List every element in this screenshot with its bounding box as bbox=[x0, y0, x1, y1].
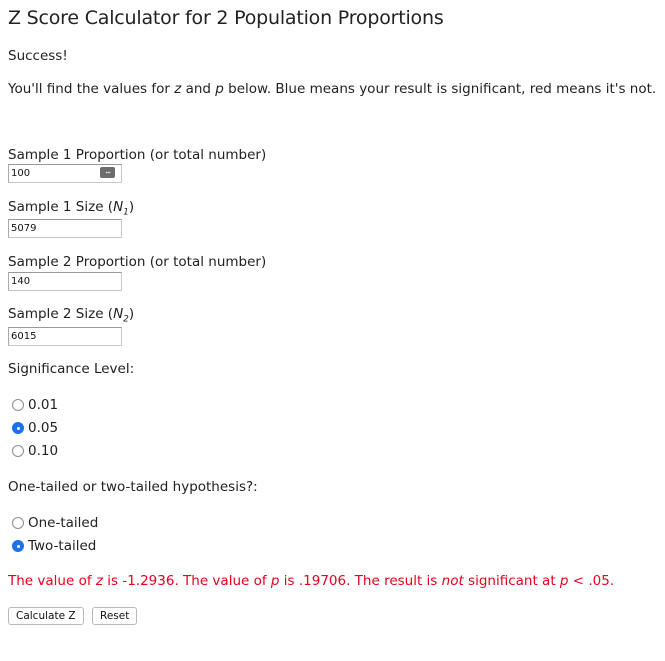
sample2-proportion-label: Sample 2 Proportion (or total number) bbox=[8, 254, 267, 270]
significance-option-010[interactable] bbox=[12, 443, 58, 459]
result-t3: is .19706. The result is bbox=[279, 573, 442, 589]
result-not: not bbox=[441, 573, 464, 589]
significance-option-005[interactable] bbox=[12, 420, 58, 436]
intro-text-a: You'll find the values for bbox=[8, 81, 175, 97]
success-message: Success! bbox=[8, 48, 68, 64]
sample1-size-label bbox=[8, 199, 134, 218]
radio-button[interactable] bbox=[12, 445, 24, 457]
radio-button-checked[interactable] bbox=[12, 540, 24, 552]
result-t4: significant at bbox=[463, 573, 560, 589]
hypothesis-option-label: Two-tailed bbox=[28, 538, 97, 554]
radio-button[interactable] bbox=[12, 517, 24, 529]
sample1-size-label-sub: 1 bbox=[123, 207, 129, 218]
page-title: Z Score Calculator for 2 Population Proportions bbox=[8, 7, 444, 29]
hypothesis-option-label: One-tailed bbox=[28, 515, 99, 531]
intro-text-c: below. Blue means your result is significant, red means it's not. bbox=[223, 81, 657, 97]
result-t1: The value of bbox=[8, 573, 96, 589]
sample1-size-label-b: ) bbox=[128, 199, 135, 215]
hypothesis-label: One-tailed or two-tailed hypothesis?: bbox=[8, 479, 258, 495]
sample2-size-label bbox=[8, 306, 134, 325]
result-z: z bbox=[95, 573, 103, 589]
intro-text-b: and bbox=[181, 81, 216, 97]
calculate-button[interactable]: Calculate Z bbox=[8, 607, 84, 625]
sample1-proportion-label: Sample 1 Proportion (or total number) bbox=[8, 147, 267, 163]
sample2-size-label-sub: 2 bbox=[123, 314, 129, 325]
result-text bbox=[8, 573, 614, 589]
result-t5: < .05. bbox=[568, 573, 615, 589]
significance-option-label: 0.10 bbox=[28, 443, 59, 459]
sample1-size-input[interactable] bbox=[8, 219, 122, 238]
sample2-size-input[interactable] bbox=[8, 327, 122, 346]
radio-button-checked[interactable] bbox=[12, 422, 24, 434]
result-p: p bbox=[270, 573, 280, 589]
hypothesis-option-two-tailed[interactable] bbox=[12, 538, 96, 554]
intro-z: z bbox=[174, 81, 182, 97]
result-p2: p bbox=[559, 573, 569, 589]
radio-button[interactable] bbox=[12, 399, 24, 411]
significance-label: Significance Level: bbox=[8, 361, 135, 377]
intro-text bbox=[8, 81, 656, 97]
sample1-size-label-a: Sample 1 Size ( bbox=[8, 199, 114, 215]
significance-option-label: 0.01 bbox=[28, 397, 59, 413]
sample1-size-label-n: N bbox=[113, 199, 124, 215]
sample2-size-label-b: ) bbox=[128, 306, 135, 322]
significance-option-001[interactable] bbox=[12, 397, 58, 413]
reset-button[interactable]: Reset bbox=[92, 607, 137, 625]
sample2-proportion-input[interactable] bbox=[8, 272, 122, 291]
sample2-size-label-a: Sample 2 Size ( bbox=[8, 306, 114, 322]
result-t2: is -1.2936. The value of bbox=[102, 573, 271, 589]
sample2-size-label-n: N bbox=[113, 306, 124, 322]
significance-option-label: 0.05 bbox=[28, 420, 59, 436]
hypothesis-option-one-tailed[interactable] bbox=[12, 515, 98, 531]
intro-p: p bbox=[215, 81, 224, 97]
keyboard-icon[interactable]: ⋯ bbox=[100, 167, 115, 178]
